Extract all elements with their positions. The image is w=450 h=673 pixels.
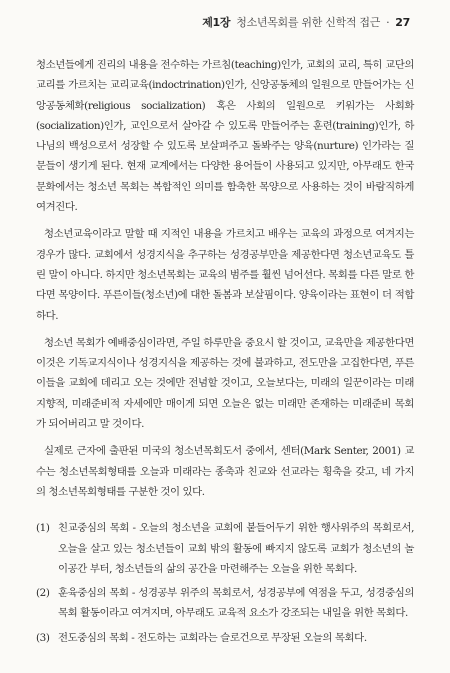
paragraph: 청소년교육이라고 말할 때 지적인 내용을 가르치고 배우는 교육의 과정으로 여겨지는 경우가 많다. 교회에서 성경지식을 추구하는 성경공부만을 제공한다면 청소년교육도 틀린 말이 아니다. 하지만 청소년목회는 교육의 범주를 훨씬 넘어선다. 목회를 다른 말로 한다면 목양이다. 푸른이들(청소년)에 대한 돌봄과 보살핌이다. 양육이라는 표현이 더 적합하다. [36, 228, 414, 322]
paragraph: 청소년 목회가 예배중심이라면, 주일 하루만을 중요시 할 것이고, 교육만을 제공한다면 이것은 기독교지식이나 성경지식을 제공하는 것에 불과하고, 전도만을 고집한다면, 푸른이들을 교회에 데리고 오는 것에만 전념할 것이고, 오늘보다는, 미래의 일꾼이라는 미래지향적, 미래준비적 자세에만 매이게 되면 오늘은 없는 미래만 존재하는 미래준비 목회가 되어버리고 말 것이다. [36, 336, 414, 431]
chapter-title: 청소년목회를 위한 신학적 접근 [236, 16, 381, 29]
running-header [202, 14, 410, 30]
list-item-number: (1) [36, 522, 50, 535]
body-text [36, 55, 414, 652]
list-item-number: (3) [36, 631, 50, 644]
list-item [36, 518, 414, 579]
ministry-types-list [36, 518, 414, 648]
list-item-text: 훈육중심의 목회 - 성경공부 위주의 목회로서, 성경공부에 역점을 두고, 성경중심의 목회 활동이라고 여겨지며, 아무래도 교육적 요소가 강조되는 내일을 위한 목회다. [58, 587, 414, 620]
list-item [36, 583, 414, 624]
list-item-text: 전도중심의 목회 - 전도하는 교회라는 슬로건으로 무장된 오늘의 목회다. [58, 631, 367, 644]
list-item-text: 친교중심의 목회 - 오늘의 청소년을 교회에 붙들어두기 위한 행사위주의 목회로서, 오늘을 살고 있는 청소년들이 교회 밖의 활동에 빠지지 않도록 교회가 청소년의 놀이공간 부터, 청소년들의 삶의 공간을 마련해주는 오늘을 위한 목회다. [58, 522, 414, 575]
chapter-label: 제1장 [202, 16, 231, 29]
paragraph: 실제로 근자에 출판된 미국의 청소년목회도서 중에서, 센터(Mark Senter, 2001) 교수는 청소년목회형태를 오늘과 미래라는 종축과 친교와 선교라는 횡축을 갖고, 네 가지의 청소년목회형태를 구분한 것이 있다. [36, 445, 414, 498]
page-number: 27 [395, 16, 410, 29]
paragraph: 청소년들에게 진리의 내용을 전수하는 가르침(teaching)인가, 교회의 교리, 특히 교단의 교리를 가르치는 교리교육(indoctrination)인가, 신앙공동체의 일원으로 만들어가는 신앙공동체화(religious socialization) 혹은 사회의 일원으로 키워가는 사회화(socialization)인가, 교인으로서 살아갈 수 있도록 만들어주는 훈련(training)인가, 하나님의 백성으로서 성장할 수 있도록 보살펴주고 돌봐주는 양육(nurture) 인가라는 질문들이 생기게 된다. 현재 교계에서는 다양한 용어들이 사용되고 있지만, 아무래도 한국문화에서는 청소년 목회는 복합적인 의미를 함축한 목양으로 사용하는 것이 바람직하게 여겨진다. [36, 59, 414, 214]
list-item-number: (2) [36, 587, 50, 600]
list-item [36, 628, 414, 648]
header-separator: · [386, 16, 390, 29]
